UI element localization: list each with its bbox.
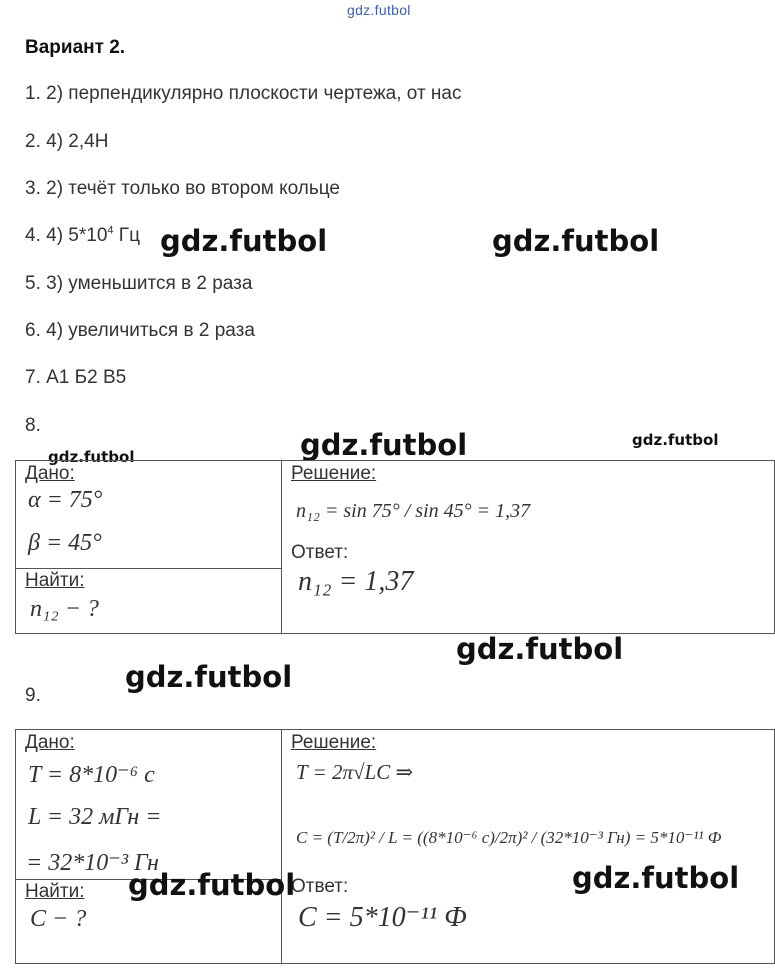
task9-given-inductance: L = 32 мГн = <box>28 804 162 830</box>
watermark: gdz.futbol <box>456 632 624 666</box>
task9-answer-label: Ответ: <box>291 876 349 897</box>
task9-solution-capacitance: C = (T/2π)² / L = ((8*10⁻⁶ c)/2π)² / (32*10⁻³ Гн) = 5*10⁻¹¹ Ф <box>296 828 722 847</box>
watermark: gdz.futbol <box>160 224 328 258</box>
task9-find-label: Найти: <box>25 881 85 902</box>
task8-divider-h <box>15 568 281 569</box>
watermark: gdz.futbol <box>128 868 296 902</box>
watermark: gdz.futbol <box>492 224 660 258</box>
task8-find: n₁₂ − ? <box>30 596 99 622</box>
task8-divider-v <box>281 460 282 634</box>
task8-table <box>15 460 775 634</box>
answer-8-number: 8. <box>25 415 41 436</box>
answer-4-exponent: 4 <box>107 224 114 237</box>
watermark: gdz.futbol <box>572 861 740 895</box>
answer-5: 5. 3) уменьшится в 2 раза <box>25 273 253 294</box>
answer-2: 2. 4) 2,4Н <box>25 131 109 152</box>
watermark: gdz.futbol <box>48 448 135 466</box>
answer-3: 3. 2) течёт только во втором кольце <box>25 178 340 199</box>
watermark: gdz.futbol <box>632 431 719 449</box>
task8-answer-label: Ответ: <box>291 542 349 563</box>
task9-solution-label: Решение: <box>291 732 377 753</box>
task9-divider-v <box>281 729 282 964</box>
task8-given-label: Дано: <box>25 463 75 484</box>
task8-given-alpha: α = 75° <box>28 487 103 513</box>
task9-given-label: Дано: <box>25 732 75 753</box>
answer-4-suffix: Гц <box>113 225 140 246</box>
task9-answer: C = 5*10⁻¹¹ Ф <box>298 902 467 933</box>
answer-4 <box>25 225 140 247</box>
answer-4-prefix: 4. 4) 5*10 <box>25 225 108 246</box>
task9-given-period: T = 8*10⁻⁶ c <box>28 762 155 788</box>
answer-6: 6. 4) увеличиться в 2 раза <box>25 320 255 341</box>
task9-find: C − ? <box>30 906 87 932</box>
task8-solution: n₁₂ = sin 75° / sin 45° = 1,37 <box>296 500 531 522</box>
answer-7: 7. А1 Б2 В5 <box>25 367 127 388</box>
task8-given-beta: β = 45° <box>28 530 102 556</box>
variant-title: Вариант 2. <box>25 37 126 58</box>
task9-solution-period: T = 2π√LC ⇒ <box>296 760 414 784</box>
task8-find-label: Найти: <box>25 570 85 591</box>
answer-1: 1. 2) перпендикулярно плоскости чертежа, от нас <box>25 83 462 104</box>
answer-9-number: 9. <box>25 685 41 706</box>
task8-solution-label: Решение: <box>291 463 377 484</box>
task8-answer: n₁₂ = 1,37 <box>298 566 414 597</box>
watermark: gdz.futbol <box>300 428 468 462</box>
watermark: gdz.futbol <box>125 660 293 694</box>
site-header[interactable]: gdz.futbol <box>347 2 411 18</box>
task9-given-inductance-si: = 32*10⁻³ Гн <box>26 850 159 876</box>
